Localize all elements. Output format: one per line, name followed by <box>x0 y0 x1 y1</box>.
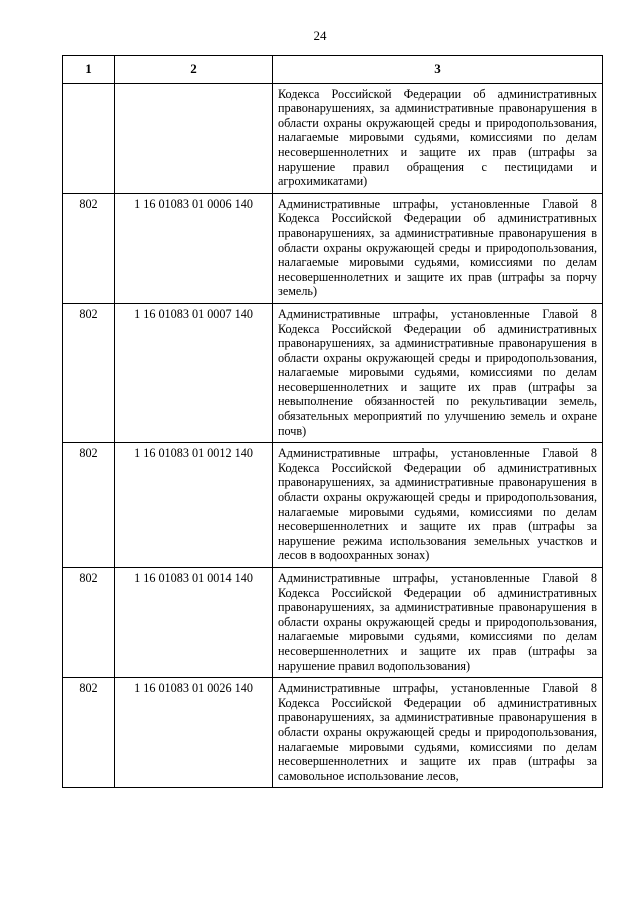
row-description: Административные штрафы, установленные Главой 8 Кодекса Российской Федерации об административных правонарушениях, за административные правонарушения в области охраны окружающей среды и природопользования, налагаемые мировыми судьями, комиссиями по делам несовершеннолетних и защите их прав (штрафы за невыполнение обязанностей по рекультивации земель, обязательных мероприятий по улучшению земель и охране почв) <box>273 303 603 442</box>
row-budget-code: 1 16 01083 01 0026 140 <box>115 678 273 788</box>
row-code-admin: 802 <box>63 193 115 303</box>
table-row <box>63 83 603 193</box>
column-header-3: 3 <box>273 56 603 84</box>
row-code-admin: 802 <box>63 443 115 568</box>
column-header-2: 2 <box>115 56 273 84</box>
row-description: Административные штрафы, установленные Главой 8 Кодекса Российской Федерации об административных правонарушениях, за административные правонарушения в области охраны окружающей среды и природопользования, налагаемые мировыми судьями, комиссиями по делам несовершеннолетних и защите их прав (штрафы за порчу земель) <box>273 193 603 303</box>
table-row <box>63 568 603 678</box>
row-budget-code: 1 16 01083 01 0012 140 <box>115 443 273 568</box>
document-table <box>62 55 603 788</box>
row-budget-code: 1 16 01083 01 0014 140 <box>115 568 273 678</box>
row-description: Административные штрафы, установленные Главой 8 Кодекса Российской Федерации об административных правонарушениях, за административные правонарушения в области охраны окружающей среды и природопользования, налагаемые мировыми судьями, комиссиями по делам несовершеннолетних и защите их прав (штрафы за нарушение режима использования земельных участков и лесов в водоохранных зонах) <box>273 443 603 568</box>
row-description: Административные штрафы, установленные Главой 8 Кодекса Российской Федерации об административных правонарушениях, за административные правонарушения в области охраны окружающей среды и природопользования, налагаемые мировыми судьями, комиссиями по делам несовершеннолетних и защите их прав (штрафы за самовольное использование лесов, <box>273 678 603 788</box>
table-row <box>63 303 603 442</box>
row-budget-code: 1 16 01083 01 0007 140 <box>115 303 273 442</box>
row-code-admin: 802 <box>63 303 115 442</box>
page-number: 24 <box>313 28 327 43</box>
row-code-admin: 802 <box>63 568 115 678</box>
row-code-admin: 802 <box>63 678 115 788</box>
column-header-1: 1 <box>63 56 115 84</box>
table-row <box>63 443 603 568</box>
table-header-row <box>63 56 603 84</box>
row-budget-code: 1 16 01083 01 0006 140 <box>115 193 273 303</box>
row-budget-code <box>115 83 273 193</box>
row-description: Административные штрафы, установленные Главой 8 Кодекса Российской Федерации об административных правонарушениях, за административные правонарушения в области охраны окружающей среды и природопользования, налагаемые мировыми судьями, комиссиями по делам несовершеннолетних и защите их прав (штрафы за нарушение правил водопользования) <box>273 568 603 678</box>
row-description: Кодекса Российской Федерации об административных правонарушениях, за административные правонарушения в области охраны окружающей среды и природопользования, налагаемые мировыми судьями, комиссиями по делам несовершеннолетних и защите их прав (штрафы за нарушение правил обращения с пестицидами и агрохимикатами) <box>273 83 603 193</box>
table-row <box>63 678 603 788</box>
table-row <box>63 193 603 303</box>
row-code-admin <box>63 83 115 193</box>
